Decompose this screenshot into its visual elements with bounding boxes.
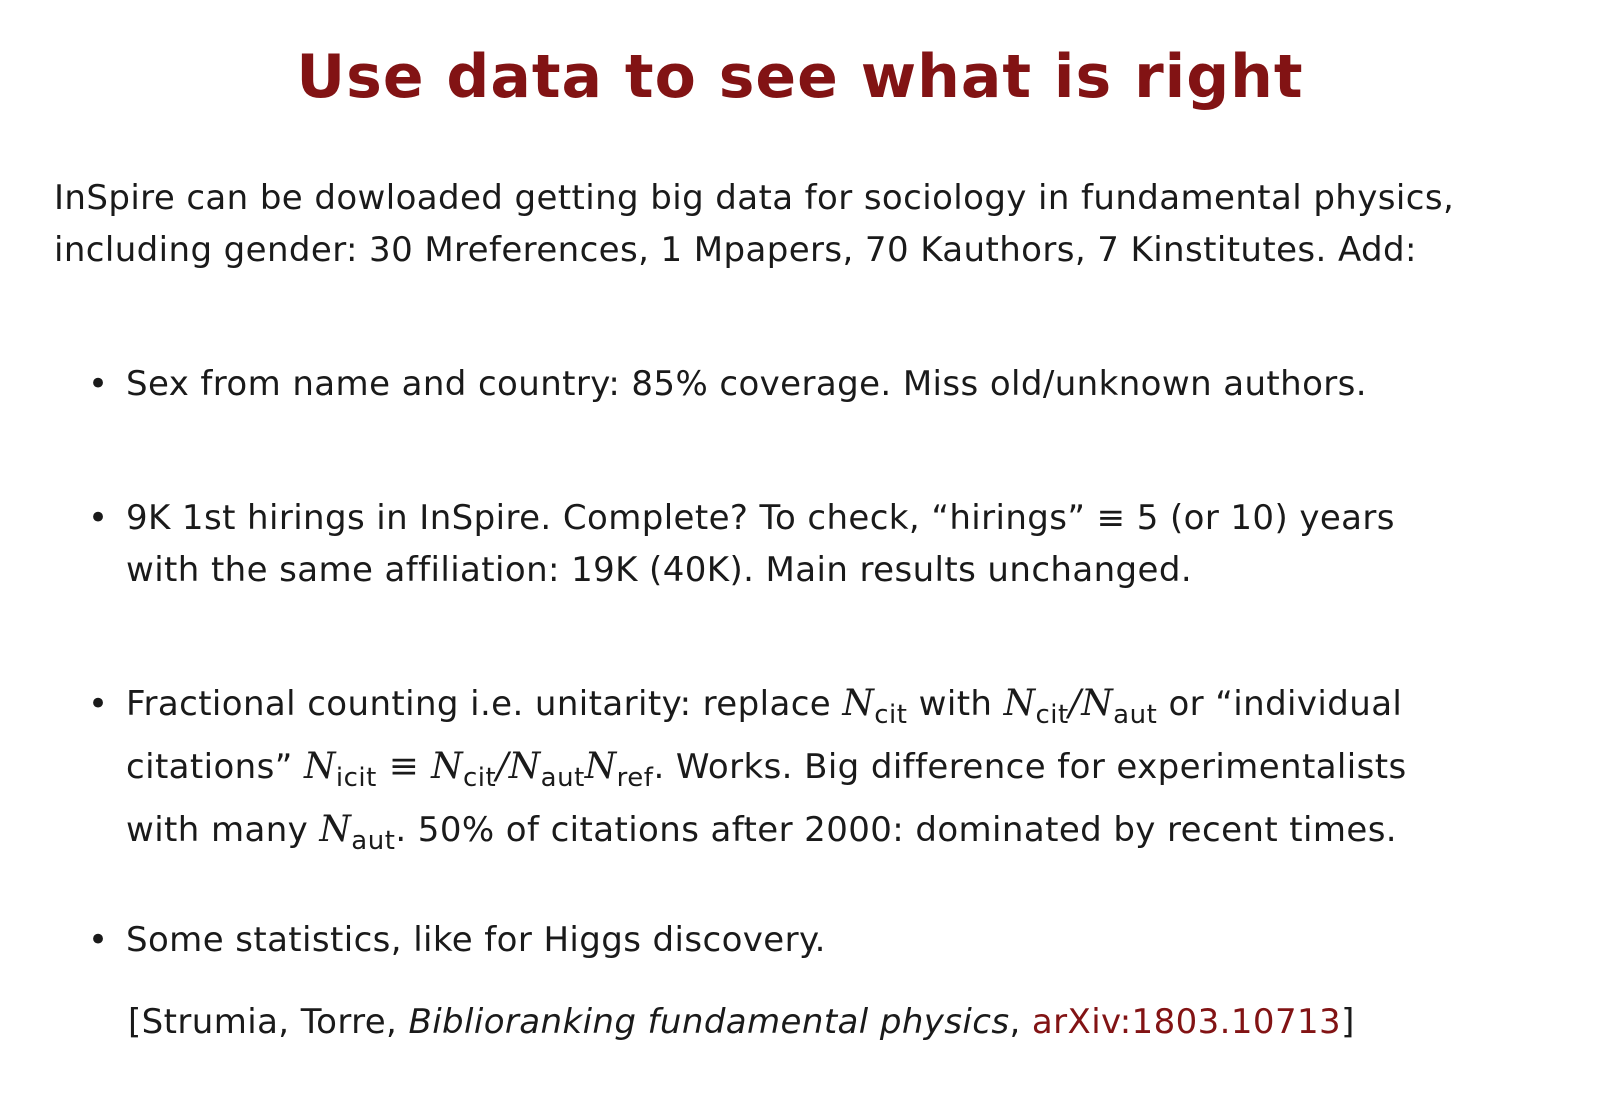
arxiv-link[interactable]: arXiv:1803.10713 bbox=[1031, 1002, 1342, 1042]
math-n-cit-over-n-aut: $N_{cit}/N_{aut}$ bbox=[1003, 683, 1158, 730]
bullet-dot: • bbox=[88, 498, 109, 538]
hirings-line-1: 9K 1st hirings in InSpire. Complete? To check, “hirings” ≡ 5 (or 10) years bbox=[126, 498, 1395, 538]
intro-line-1: InSpire can be dowloaded getting big data for sociology in fundamental physics, bbox=[54, 178, 1455, 218]
math-n-aut: $N_{aut}$ bbox=[319, 809, 396, 856]
paper-title: Biblioranking fundamental physics bbox=[408, 1002, 1010, 1042]
slide-title: Use data to see what is right bbox=[296, 42, 1304, 112]
fractional-line-1: Fractional counting i.e. unitarity: replace $N_{cit}$ with $N_{cit}/N_{aut}$ or “individual bbox=[126, 683, 1403, 730]
intro-line-2: including gender: 30 Mreferences, 1 Mpapers, 70 Kauthors, 7 Kinstitutes. Add: bbox=[54, 230, 1417, 270]
bullet-statistics-text: Some statistics, like for Higgs discovery. bbox=[126, 920, 826, 960]
math-n-cit: $N_{cit}$ bbox=[842, 683, 908, 730]
bullet-dot: • bbox=[88, 920, 109, 960]
fractional-line-3: with many $N_{aut}$. 50% of citations after 2000: dominated by recent times. bbox=[126, 809, 1398, 856]
intro-paragraph bbox=[54, 172, 1554, 276]
math-n-icit-definition: $N_{icit} \equiv N_{cit}/N_{aut}N_{ref}$ bbox=[303, 746, 654, 793]
bullet-fractional-text bbox=[126, 678, 1556, 867]
bullet-sex-text: Sex from name and country: 85% coverage. Miss old/unknown authors. bbox=[126, 364, 1367, 404]
hirings-line-2: with the same affiliation: 19K (40K). Main results unchanged. bbox=[126, 550, 1193, 590]
reference-citation: [Strumia, Torre, Biblioranking fundamental physics, arXiv:1803.10713] bbox=[128, 1002, 1355, 1042]
bullet-dot: • bbox=[88, 684, 109, 724]
bullet-hirings-text bbox=[126, 492, 1556, 596]
fractional-line-2: citations” $N_{icit} \equiv N_{cit}/N_{aut}N_{ref}$. Works. Big difference for experimentalists bbox=[126, 746, 1407, 793]
bullet-dot: • bbox=[88, 364, 109, 404]
